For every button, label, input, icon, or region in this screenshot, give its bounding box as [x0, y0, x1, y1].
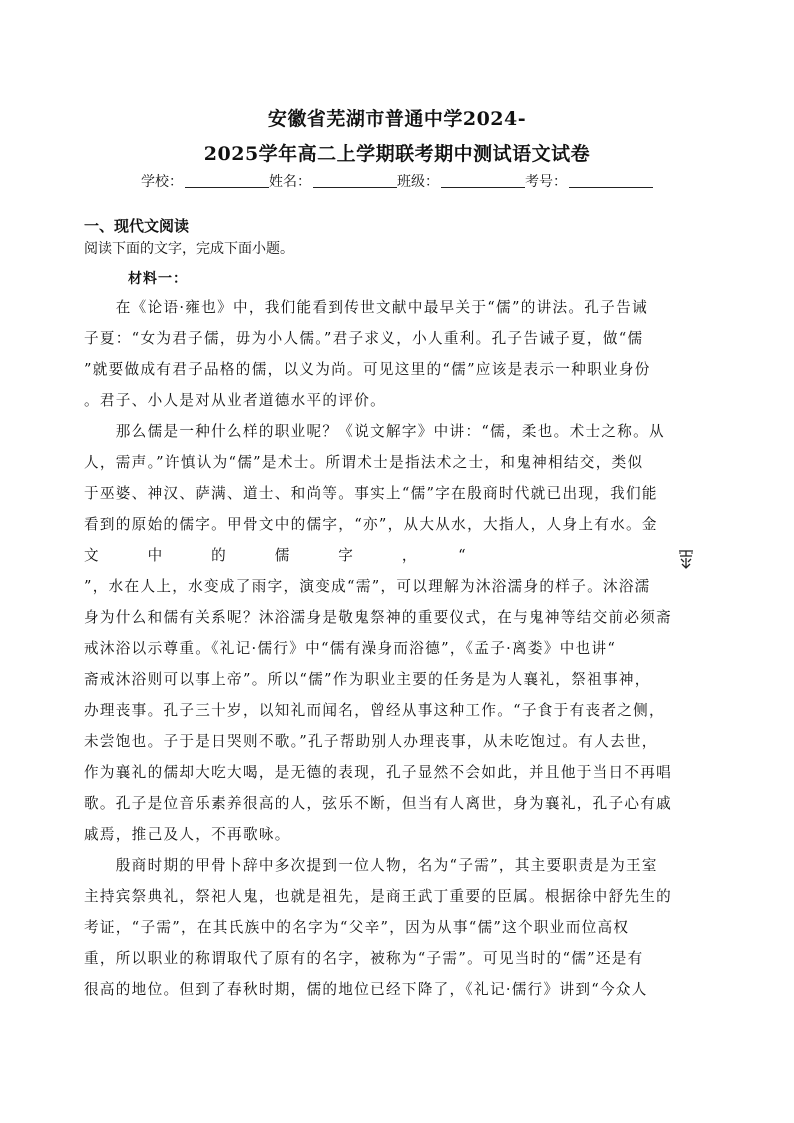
passage-line: 看到的原始的儒字。甲骨文中的儒字，“亦”，从大从水，大指人，人身上有水。金: [84, 516, 658, 533]
passage-line: 很高的地位。但到了春秋时期，儒的地位已经下降了，《礼记·儒行》讲到“今众人: [84, 981, 648, 998]
passage-line: 子夏：“女为君子儒，毋为小人儒。”君子求义，小人重利。孔子告诫子夏，做“儒: [84, 330, 644, 347]
passage-line: 人，需声。”许慎认为“儒”是术士。所谓术士是指法术之士，和鬼神相结交，类似: [84, 454, 644, 471]
passage-line: 戚焉，推己及人，不再歌咏。: [84, 826, 291, 843]
exam-title-line1: 安徽省芜湖市普通中学2024-: [267, 108, 527, 130]
material-label: 材料一：: [128, 271, 188, 287]
student-info-row: [0, 171, 794, 191]
passage-line: 。君子、小人是对从业者道德水平的评价。: [84, 392, 386, 409]
passage-line: 殷商时期的甲骨卜辞中多次提到一位人物，名为“子需”，其主要职责是为王室: [84, 857, 658, 874]
passage-line: ”，水在人上，水变成了雨字，演变成“需”，可以理解为沐浴濡身的样子。沐浴濡: [84, 578, 651, 595]
passage-line: 办理丧事。孔子三十岁，以知礼而闻名，曾经从事这种工作。“子食于有丧者之侧，: [84, 702, 665, 719]
passage-line: 作为襄礼的儒却大吃大喝，是无德的表现，孔子显然不会如此，并且他于当日不再唱: [84, 764, 673, 781]
exam-no-blank[interactable]: [569, 174, 653, 188]
passage-line: 于巫婆、神汉、萨满、道士、和尚等。事实上“儒”字在殷商时代就已出现，我们能: [84, 485, 658, 502]
passage-line: 在《论语·雍也》中，我们能看到传世文献中最早关于“儒”的讲法。孔子告诫: [84, 299, 648, 316]
exam-title-line2: 2025学年高二上学期联考期中测试语文试卷: [203, 143, 591, 165]
reading-instruction: 阅读下面的文字，完成下面小题。: [84, 241, 294, 257]
name-blank[interactable]: [313, 174, 397, 188]
school-blank[interactable]: [185, 174, 269, 188]
passage-line: 戒沐浴以示尊重。《礼记·儒行》中“儒有澡身而浴德”，《孟子·离娄》中也讲“: [84, 640, 617, 657]
exam-no-label: 考号：: [525, 174, 567, 190]
passage-line: 那么儒是一种什么样的职业呢？《说文解字》中讲：“儒，柔也。术士之称。从: [84, 423, 665, 440]
passage-line: 斋戒沐浴则可以事上帝”。所以“儒”作为职业主要的任务是为人襄礼，祭祖事神，: [84, 671, 651, 688]
class-label: 班级：: [397, 174, 439, 190]
passage-line: 歌。孔子是位音乐素养很高的人，弦乐不断，但当有人离世，身为襄礼，孔子心有戚: [84, 795, 673, 812]
passage-line: 主持宾祭典礼，祭祀人鬼，也就是祖先，是商王武丁重要的臣属。根据徐中舒先生的: [84, 888, 673, 905]
class-blank[interactable]: [441, 174, 525, 188]
passage-line: 重，所以职业的称谓取代了原有的名字，被称为“子需”。可见当时的“儒”还是有: [84, 950, 644, 967]
bronze-ru-character-icon: [676, 548, 696, 572]
passage-line: 考证，“子需”，在其氏族中的名字为“父辛”，因为从事“儒”这个职业而位高权: [84, 919, 630, 936]
passage-line: 未尝饱也。子于是日哭则不歌。”孔子帮助别人办理丧事，从未吃饱过。有人去世，: [84, 733, 658, 750]
passage-line: 文 中 的 儒 字 ， “: [84, 547, 467, 564]
name-label: 姓名：: [269, 174, 311, 190]
passage-line: ”就要做成有君子品格的儒，以义为尚。可见这里的“儒”应该是表示一种职业身份: [84, 361, 651, 378]
section-heading: 一、现代文阅读: [84, 217, 190, 235]
school-label: 学校：: [141, 174, 183, 190]
passage-line: 身为什么和儒有关系呢？沐浴濡身是敬鬼祭神的重要仪式，在与鬼神等结交前必须斋: [84, 609, 673, 626]
